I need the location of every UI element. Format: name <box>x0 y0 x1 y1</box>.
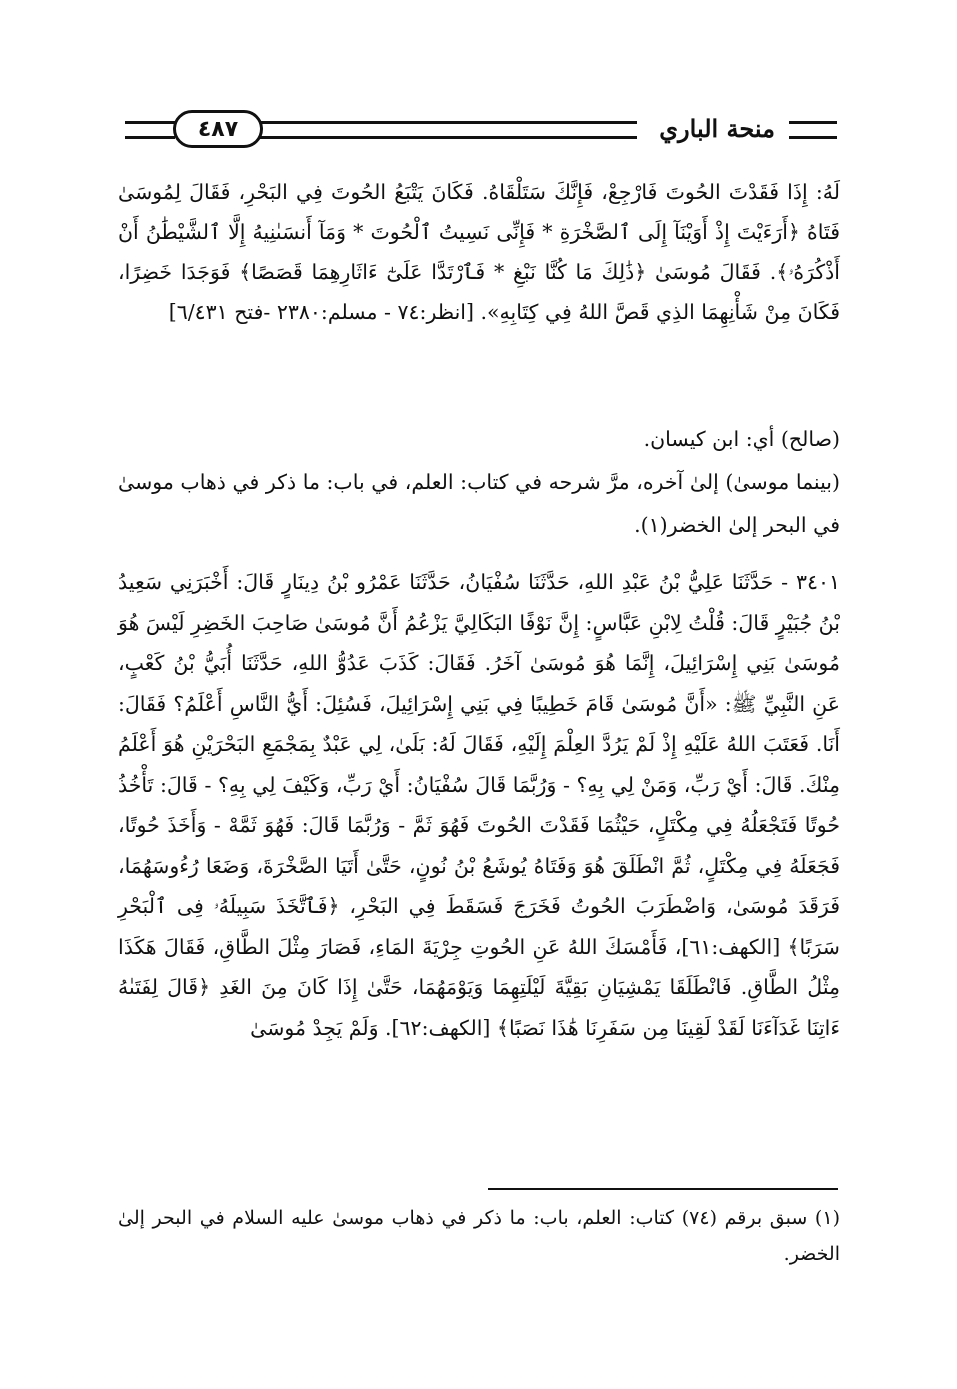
commentary <box>118 418 840 547</box>
running-title: منحة الباري <box>653 108 781 148</box>
page-number: ٤٨٧ <box>173 110 263 148</box>
hadith-continuation <box>118 172 840 332</box>
hadith-3401 <box>118 562 840 1048</box>
paragraph-salih: (صالح) أي: ابن كيسان. <box>643 427 840 451</box>
header-rule-right <box>789 121 837 139</box>
paragraph-baynama: (بينما موسىٰ) إلىٰ آخره، مرَّ شرحه في كتاب: العلم، في باب: ما ذكر في ذهاب موسىٰ في البحر إلىٰ الخضر(١). <box>118 470 840 537</box>
footnote-separator <box>488 1188 838 1190</box>
paragraph-hadith-end: لَهُ: إِذَا فَقَدْتَ الحُوتَ فَارْجِعْ، فَإِنَّكَ سَتَلْقَاهُ. فَكَانَ يَتْبَعُ الحُوتَ فِي البَحْرِ، فَقَالَ لِمُوسَىٰ فَتَاهُ ﴿أَرَءَيْتَ إِذْ أَوَيْنَآ إِلَى ٱلصَّخْرَةِ * فَإِنِّى نَسِيتُ ٱلْحُوتَ * وَمَآ أَنسَىٰنِيهُ إِلَّا ٱلشَّيْطَٰنُ أَنْ أَذْكُرَهُۥ﴾. فَقَالَ مُوسَىٰ ﴿ذَٰلِكَ مَا كُنَّا نَبْغِ * فَٱرْتَدَّا عَلَىٰٓ ءَاثَارِهِمَا قَصَصًا﴾ فَوَجَدَا خَضِرًا، فَكَانَ مِنْ شَأْنِهِمَا الذِي قَصَّ اللهُ فِي كِتَابِهِ». [انظر:٧٤ - مسلم:٢٣٨٠ -فتح ٦/٤٣١] <box>118 180 840 324</box>
header-rule-left <box>125 121 175 139</box>
footnote: (١) سبق برقم (٧٤) كتاب: العلم، باب: ما ذكر في ذهاب موسىٰ عليه السلام في البحر إلىٰ الخضر. <box>118 1207 840 1265</box>
header-rule-middle <box>203 121 637 139</box>
page-header <box>125 108 837 152</box>
paragraph-hadith-3401: ٣٤٠١ - حَدَّثَنَا عَلِيُّ بْنُ عَبْدِ اللهِ، حَدَّثَنَا سُفْيَانُ، حَدَّثَنَا عَمْرُو بْنُ دِينَارٍ قَالَ: أَخْبَرَنِي سَعِيدُ بْنُ جُبَيْرٍ قَالَ: قُلْتُ لِابْنِ عَبَّاسٍ: إِنَّ نَوْفًا البَكَالِيَّ يَزْعُمُ أَنَّ مُوسَىٰ صَاحِبَ الخَضِرِ لَيْسَ هُوَ مُوسَىٰ بَنِي إِسْرَائِيلَ، إِنَّمَا هُوَ مُوسَىٰ آخَرُ. فَقَالَ: كَذَبَ عَدُوُّ اللهِ، حَدَّثَنَا أُبَيُّ بْنُ كَعْبٍ، عَنِ النَّبِيِّ ﷺ: «أَنَّ مُوسَىٰ قَامَ خَطِيبًا فِي بَنِي إِسْرَائِيلَ، فَسُئِلَ: أَيُّ النَّاسِ أَعْلَمُ؟ فَقَالَ: أَنَا. فَعَتَبَ اللهُ عَلَيْهِ إِذْ لَمْ يَرُدَّ العِلْمَ إِلَيْهِ، فَقَالَ لَهُ: بَلَىٰ، لِي عَبْدٌ بِمَجْمَعِ البَحْرَيْنِ هُوَ أَعْلَمُ مِنْكَ. قَالَ: أَيْ رَبِّ، وَمَنْ لِي بِهِ؟ - وَرُبَّمَا قَالَ سُفْيَانُ: أَيْ رَبِّ، وَكَيْفَ لِي بِهِ؟ - قَالَ: تَأْخُذُ حُوتًا فَتَجْعَلُهُ فِي مِكْتَلٍ، حَيْثُمَا فَقَدْتَ الحُوتَ فَهُوَ ثَمَّ - وَرُبَّمَا قَالَ: فَهُوَ ثَمَّهْ - وَأَخَذَ حُوتًا، فَجَعَلَهُ فِي مِكْتَلٍ، ثُمَّ انْطَلَقَ هُوَ وَفَتَاهُ يُوشَعُ بْنُ نُونٍ، حَتَّىٰ أَتَيَا الصَّخْرَةَ، وَضَعَا رُءُوسَهُمَا، فَرَقَدَ مُوسَىٰ، وَاضْطَرَبَ الحُوتُ فَخَرَجَ فَسَقَطَ فِي البَحْرِ، ﴿فَٱتَّخَذَ سَبِيلَهُۥ فِى ٱلْبَحْرِ سَرَبًا﴾ [الكهف:٦١]، فَأَمْسَكَ اللهُ عَنِ الحُوتِ جِرْيَةَ المَاءِ، فَصَارَ مِثْلَ الطَّاقِ، فَقَالَ هَكَذَا مِثْلُ الطَّاقِ. فَانْطَلَقَا يَمْشِيَانِ بَقِيَّةَ لَيْلَتِهِمَا وَيَوْمَهُمَا، حَتَّىٰ إِذَا كَانَ مِنَ الغَدِ ﴿قَالَ لِفَتَىٰهُ ءَاتِنَا غَدَآءَنَا لَقَدْ لَقِينَا مِن سَفَرِنَا هَٰذَا نَصَبًا﴾ [الكهف:٦٢]. وَلَمْ يَجِدْ مُوسَىٰ <box>118 570 840 1040</box>
